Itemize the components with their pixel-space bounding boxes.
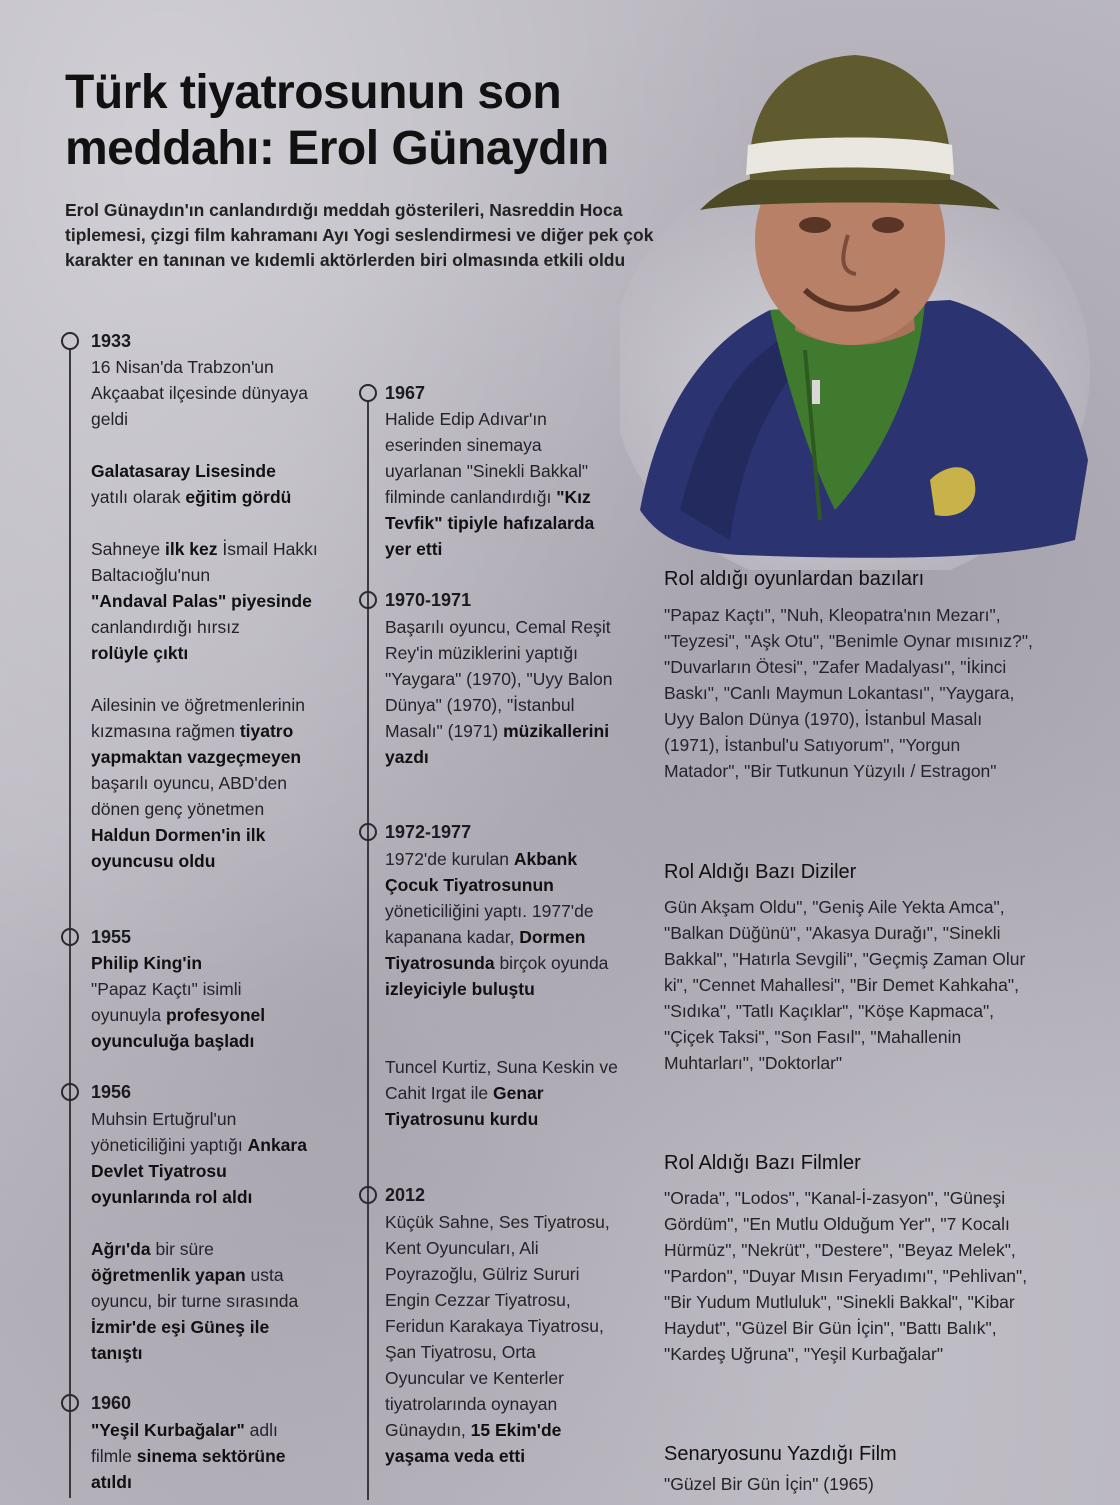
timeline-dot-1960 bbox=[61, 1394, 79, 1412]
event-1933-birth: 16 Nisan'da Trabzon'un Akçaabat ilçesinde dünyaya geldi bbox=[91, 357, 308, 429]
script-text: "Güzel Bir Gün İçin" (1965) bbox=[664, 1474, 874, 1494]
portrait-image bbox=[620, 40, 1090, 570]
timeline-dot-1933 bbox=[61, 332, 79, 350]
event-1956-agri: Ağrı'da bir süre öğretmenlik yapan usta oyuncu, bir turne sırasında İzmir'de eşi Güneş ile tanıştı bbox=[91, 1239, 299, 1363]
event-1933-debut: Sahneye ilk kez İsmail Hakkı Baltacıoğlu'nun "Andaval Palas" piyesinde canlandırdığı hırsız rolüyle çıktı bbox=[91, 539, 318, 663]
year-1956: 1956 bbox=[91, 1082, 132, 1102]
script-heading: Senaryosunu Yazdığı Film bbox=[664, 1443, 897, 1465]
event-1933-education: Galatasaray Lisesinde yatılı olarak eğitim gördü bbox=[91, 461, 292, 507]
year-2012: 2012 bbox=[385, 1185, 426, 1205]
timeline-dot-1970 bbox=[359, 591, 377, 609]
page-title: Türk tiyatrosunun son meddahı: Erol Günaydın bbox=[65, 66, 609, 175]
event-1956-ankara: Muhsin Ertuğrul'un yöneticiliğini yaptığı Ankara Devlet Tiyatrosu oyunlarında rol aldı bbox=[91, 1109, 307, 1207]
event-1970: Başarılı oyuncu, Cemal Reşit Rey'in müziklerini yaptığı "Yaygara" (1970), "Uyy Balon Dünya" (1970), "İstanbul Masalı" (1971) müzikallerini yazdı bbox=[385, 617, 613, 767]
year-1970-1971: 1970-1971 bbox=[385, 590, 472, 610]
event-2012: Küçük Sahne, Ses Tiyatrosu, Kent Oyuncuları, Ali Poyrazoğlu, Gülriz Sururi Engin Cezzar Tiyatrosu, Feridun Karakaya Tiyatrosu, Şan Tiyatrosu, Orta Oyuncular ve Kenterler tiyatrolarında oynayan Günaydın, 15 Ekim'de yaşama veda etti bbox=[385, 1212, 610, 1466]
year-1955: 1955 bbox=[91, 927, 132, 947]
year-1960: 1960 bbox=[91, 1393, 132, 1413]
timeline-dot-1956 bbox=[61, 1083, 79, 1101]
plays-heading: Rol aldığı oyunlardan bazıları bbox=[664, 568, 925, 590]
event-1972-genar: Tuncel Kurtiz, Suna Keskin ve Cahit Irgat ile Genar Tiyatrosunu kurdu bbox=[385, 1057, 618, 1129]
year-1933: 1933 bbox=[91, 331, 132, 351]
event-1955: Philip King'in "Papaz Kaçtı" isimli oyunuyla profesyonel oyunculuğa başladı bbox=[91, 953, 266, 1051]
series-text: Gün Akşam Oldu", "Geniş Aile Yekta Amca", "Balkan Düğünü", "Akasya Durağı", "Sinekli Bakkal", "Hatırla Sevgili", "Geçmiş Zaman Olur ki", "Cennet Mahallesi", "Bir Demet Kahkaha", "Sıdıka", "Tatlı Kaçıklar", "Köşe Kapmaca", "Çiçek Taksi", "Son Fasıl", "Mahallenin Muhtarları", "Doktorlar" bbox=[664, 897, 1026, 1073]
timeline-dot-2012 bbox=[359, 1186, 377, 1204]
series-heading: Rol Aldığı Bazı Diziler bbox=[664, 861, 857, 883]
timeline-dot-1955 bbox=[61, 928, 79, 946]
films-text: "Orada", "Lodos", "Kanal-İ-zasyon", "Güneşi Gördüm", "En Mutlu Olduğum Yer", "7 Kocalı Hürmüz", "Nekrüt", "Destere", "Beyaz Melek", "Pardon", "Duyar Mısın Feryadımı", "Pehlivan", "Bir Yudum Mutluluk", "Sinekli Bakkal", "Kibar Haydut", "Güzel Bir Gün İçin", "Battı Balık", "Kardeş Uğruna", "Yeşil Kurbağalar" bbox=[664, 1188, 1028, 1364]
intro-text: Erol Günaydın'ın canlandırdığı meddah gösterileri, Nasreddin Hoca tiplemesi, çizgi film kahramanı Ayı Yogi seslendirmesi ve diğer pek çok karakter en tanınan ve kıdemli aktörlerden biri olmasında etkili oldu bbox=[65, 200, 654, 270]
timeline-dot-1972 bbox=[359, 823, 377, 841]
films-heading: Rol Aldığı Bazı Filmler bbox=[664, 1152, 861, 1174]
timeline-line-left bbox=[69, 348, 71, 1498]
plays-text: "Papaz Kaçtı", "Nuh, Kleopatra'nın Mezarı", "Teyzesi", "Aşk Otu", "Benimle Oynar mısınız?", "Duvarların Ötesi", "Zafer Madalyası", "İkinci Baskı", "Canlı Maymun Lokantası", "Yaygara, Uyy Balon Dünya (1970), İstanbul Masalı (1971), İstanbul'u Satıyorum", "Yorgun Matador", "Bir Tutkunun Yüzyılı / Estragon" bbox=[664, 605, 1033, 781]
event-1933-dormen: Ailesinin ve öğretmenlerinin kızmasına rağmen tiyatro yapmaktan vazgeçmeyen başarılı oyuncu, ABD'den dönen genç yönetmen Haldun Dormen'in ilk oyuncusu oldu bbox=[91, 695, 305, 871]
event-1967: Halide Edip Adıvar'ın eserinden sinemaya uyarlanan "Sinekli Bakkal" filminde canlandırdığı "Kız Tevfik" tipiyle hafızalarda yer etti bbox=[385, 409, 595, 559]
timeline-dot-1967 bbox=[359, 384, 377, 402]
timeline-line-mid bbox=[367, 400, 369, 1500]
event-1960: "Yeşil Kurbağalar" adlı filmle sinema sektörüne atıldı bbox=[91, 1420, 286, 1492]
event-1972-akbank: 1972'de kurulan Akbank Çocuk Tiyatrosunun yöneticiliğini yaptı. 1977'de kapanana kadar, Dormen Tiyatrosunda birçok oyunda izleyiciyle buluştu bbox=[385, 849, 609, 999]
year-1972-1977: 1972-1977 bbox=[385, 822, 472, 842]
year-1967: 1967 bbox=[385, 383, 426, 403]
